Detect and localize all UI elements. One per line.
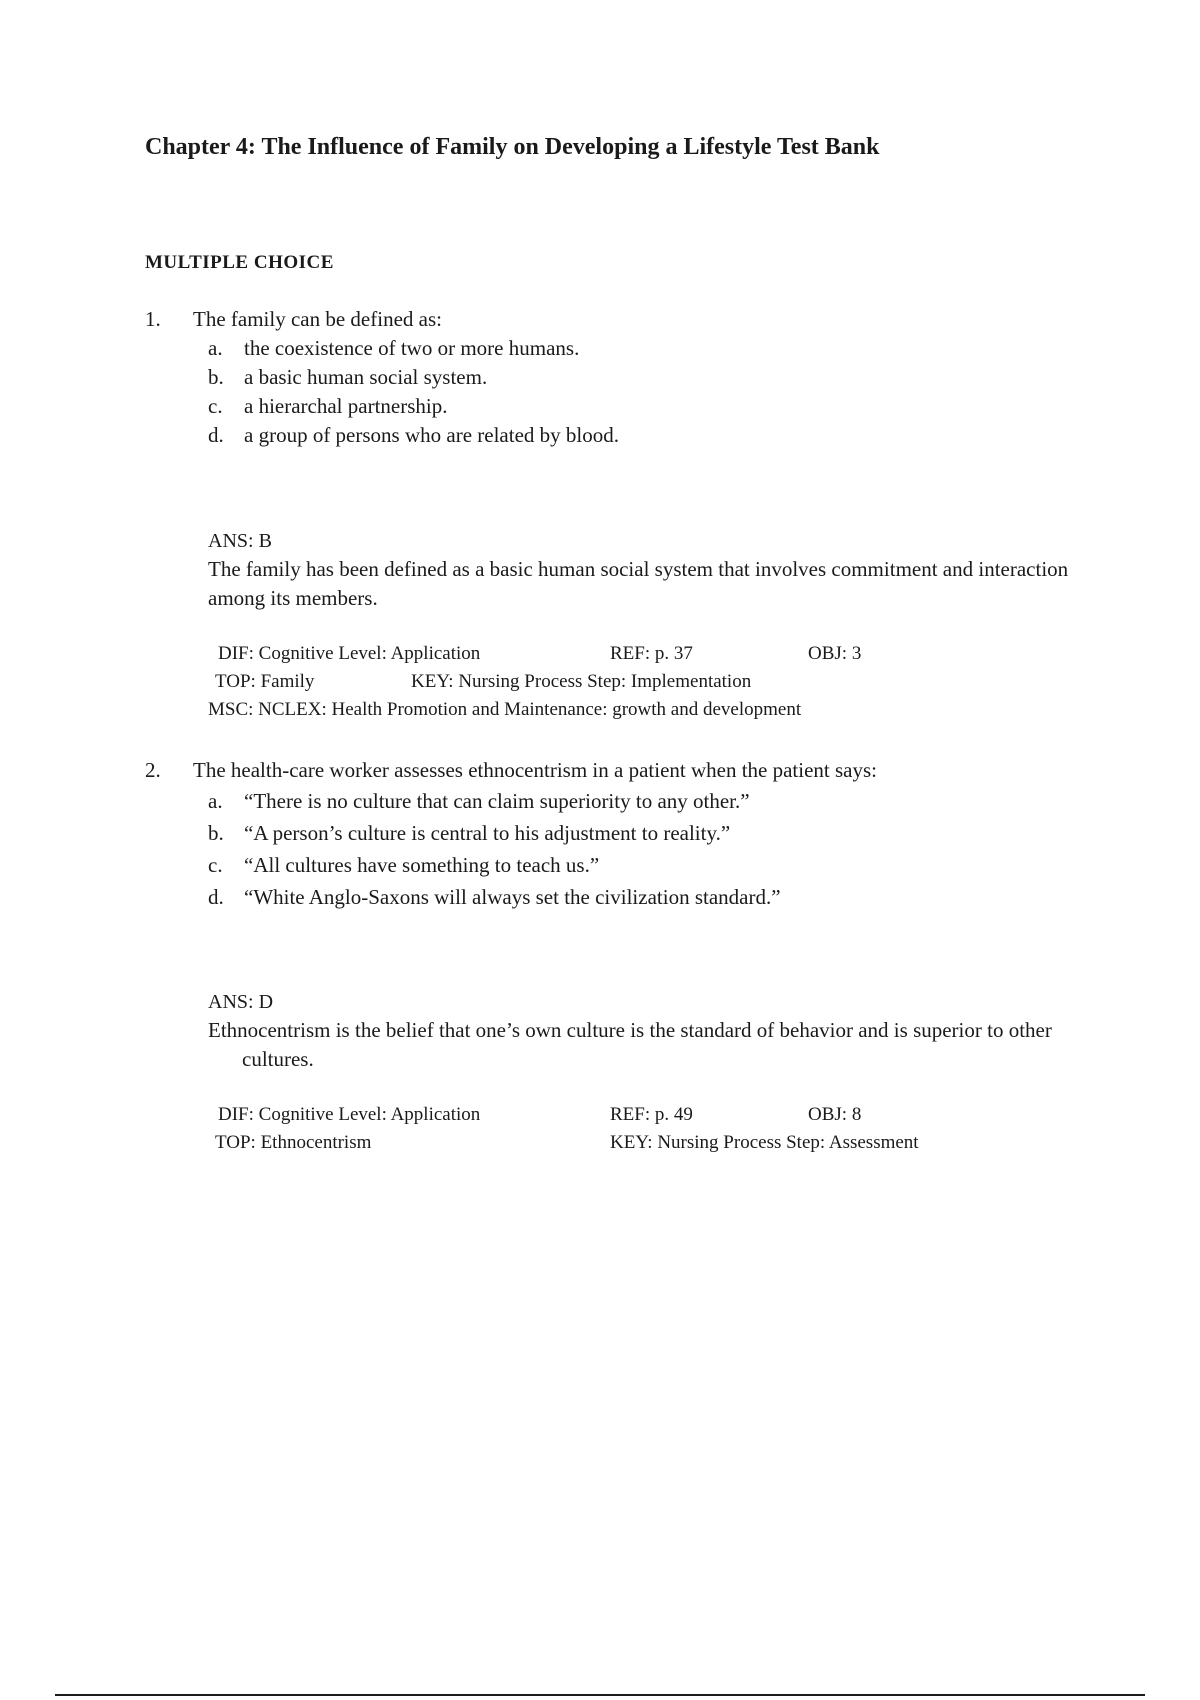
option-c (208, 392, 1105, 421)
option-text: the coexistence of two or more humans. (244, 336, 580, 360)
meta-key: KEY: Nursing Process Step: Implementation (411, 671, 752, 692)
option-a (208, 334, 1105, 363)
question-stem (145, 756, 1105, 785)
option-text: “There is no culture that can claim superiority to any other.” (244, 789, 750, 813)
footer-rule (55, 1694, 1145, 1696)
option-text: “A person’s culture is central to his adjustment to reality.” (244, 821, 731, 845)
meta-top: TOP: Ethnocentrism (215, 1132, 372, 1153)
option-text: “White Anglo-Saxons will always set the civilization standard.” (244, 885, 781, 909)
meta-key: KEY: Nursing Process Step: Assessment (610, 1132, 919, 1153)
answer-key: ANS: B (208, 530, 272, 552)
meta-ref: REF: p. 37 (610, 643, 693, 664)
option-text: “All cultures have something to teach us.” (244, 853, 600, 877)
answer-options (145, 334, 1105, 450)
meta-ref: REF: p. 49 (610, 1104, 693, 1125)
meta-top: TOP: Family (215, 671, 315, 692)
question-stem (145, 305, 1105, 334)
option-text: a group of persons who are related by blood. (244, 423, 619, 447)
question-number: 1. (145, 307, 161, 331)
option-letter: a. (208, 336, 223, 360)
answer-options (145, 785, 1105, 913)
meta-dif: DIF: Cognitive Level: Application (218, 643, 481, 664)
answer-rationale: The family has been defined as a basic human social system that involves commitment and interaction among its members. (208, 557, 1069, 610)
option-a (208, 785, 1105, 817)
section-heading: MULTIPLE CHOICE (145, 252, 334, 273)
meta-msc: MSC: NCLEX: Health Promotion and Maintenance: growth and development (208, 699, 802, 720)
meta-obj: OBJ: 8 (808, 1104, 862, 1125)
question-2 (145, 756, 1105, 1153)
option-letter: c. (208, 853, 223, 877)
question-number: 2. (145, 758, 161, 782)
option-text: a hierarchal partnership. (244, 394, 448, 418)
option-letter: d. (208, 885, 224, 909)
option-d (208, 421, 1105, 450)
answer-rationale: Ethnocentrism is the belief that one’s own culture is the standard of behavior and is superior to other cultures. (208, 1018, 1052, 1071)
option-text: a basic human social system. (244, 365, 488, 389)
document-title: Chapter 4: The Influence of Family on Developing a Lifestyle Test Bank (145, 134, 880, 160)
option-d (208, 881, 1105, 913)
answer-block (208, 988, 1108, 1074)
answer-block (208, 527, 1108, 613)
question-1 (145, 305, 1105, 720)
option-letter: b. (208, 365, 224, 389)
option-letter: b. (208, 821, 224, 845)
option-letter: c. (208, 394, 223, 418)
question-text: The health-care worker assesses ethnocentrism in a patient when the patient says: (193, 758, 878, 782)
answer-key: ANS: D (208, 991, 274, 1013)
question-text: The family can be defined as: (193, 307, 442, 331)
meta-dif: DIF: Cognitive Level: Application (218, 1104, 481, 1125)
option-b (208, 817, 1105, 849)
meta-obj: OBJ: 3 (808, 643, 862, 664)
option-b (208, 363, 1105, 392)
option-letter: a. (208, 789, 223, 813)
option-letter: d. (208, 423, 224, 447)
option-c (208, 849, 1105, 881)
